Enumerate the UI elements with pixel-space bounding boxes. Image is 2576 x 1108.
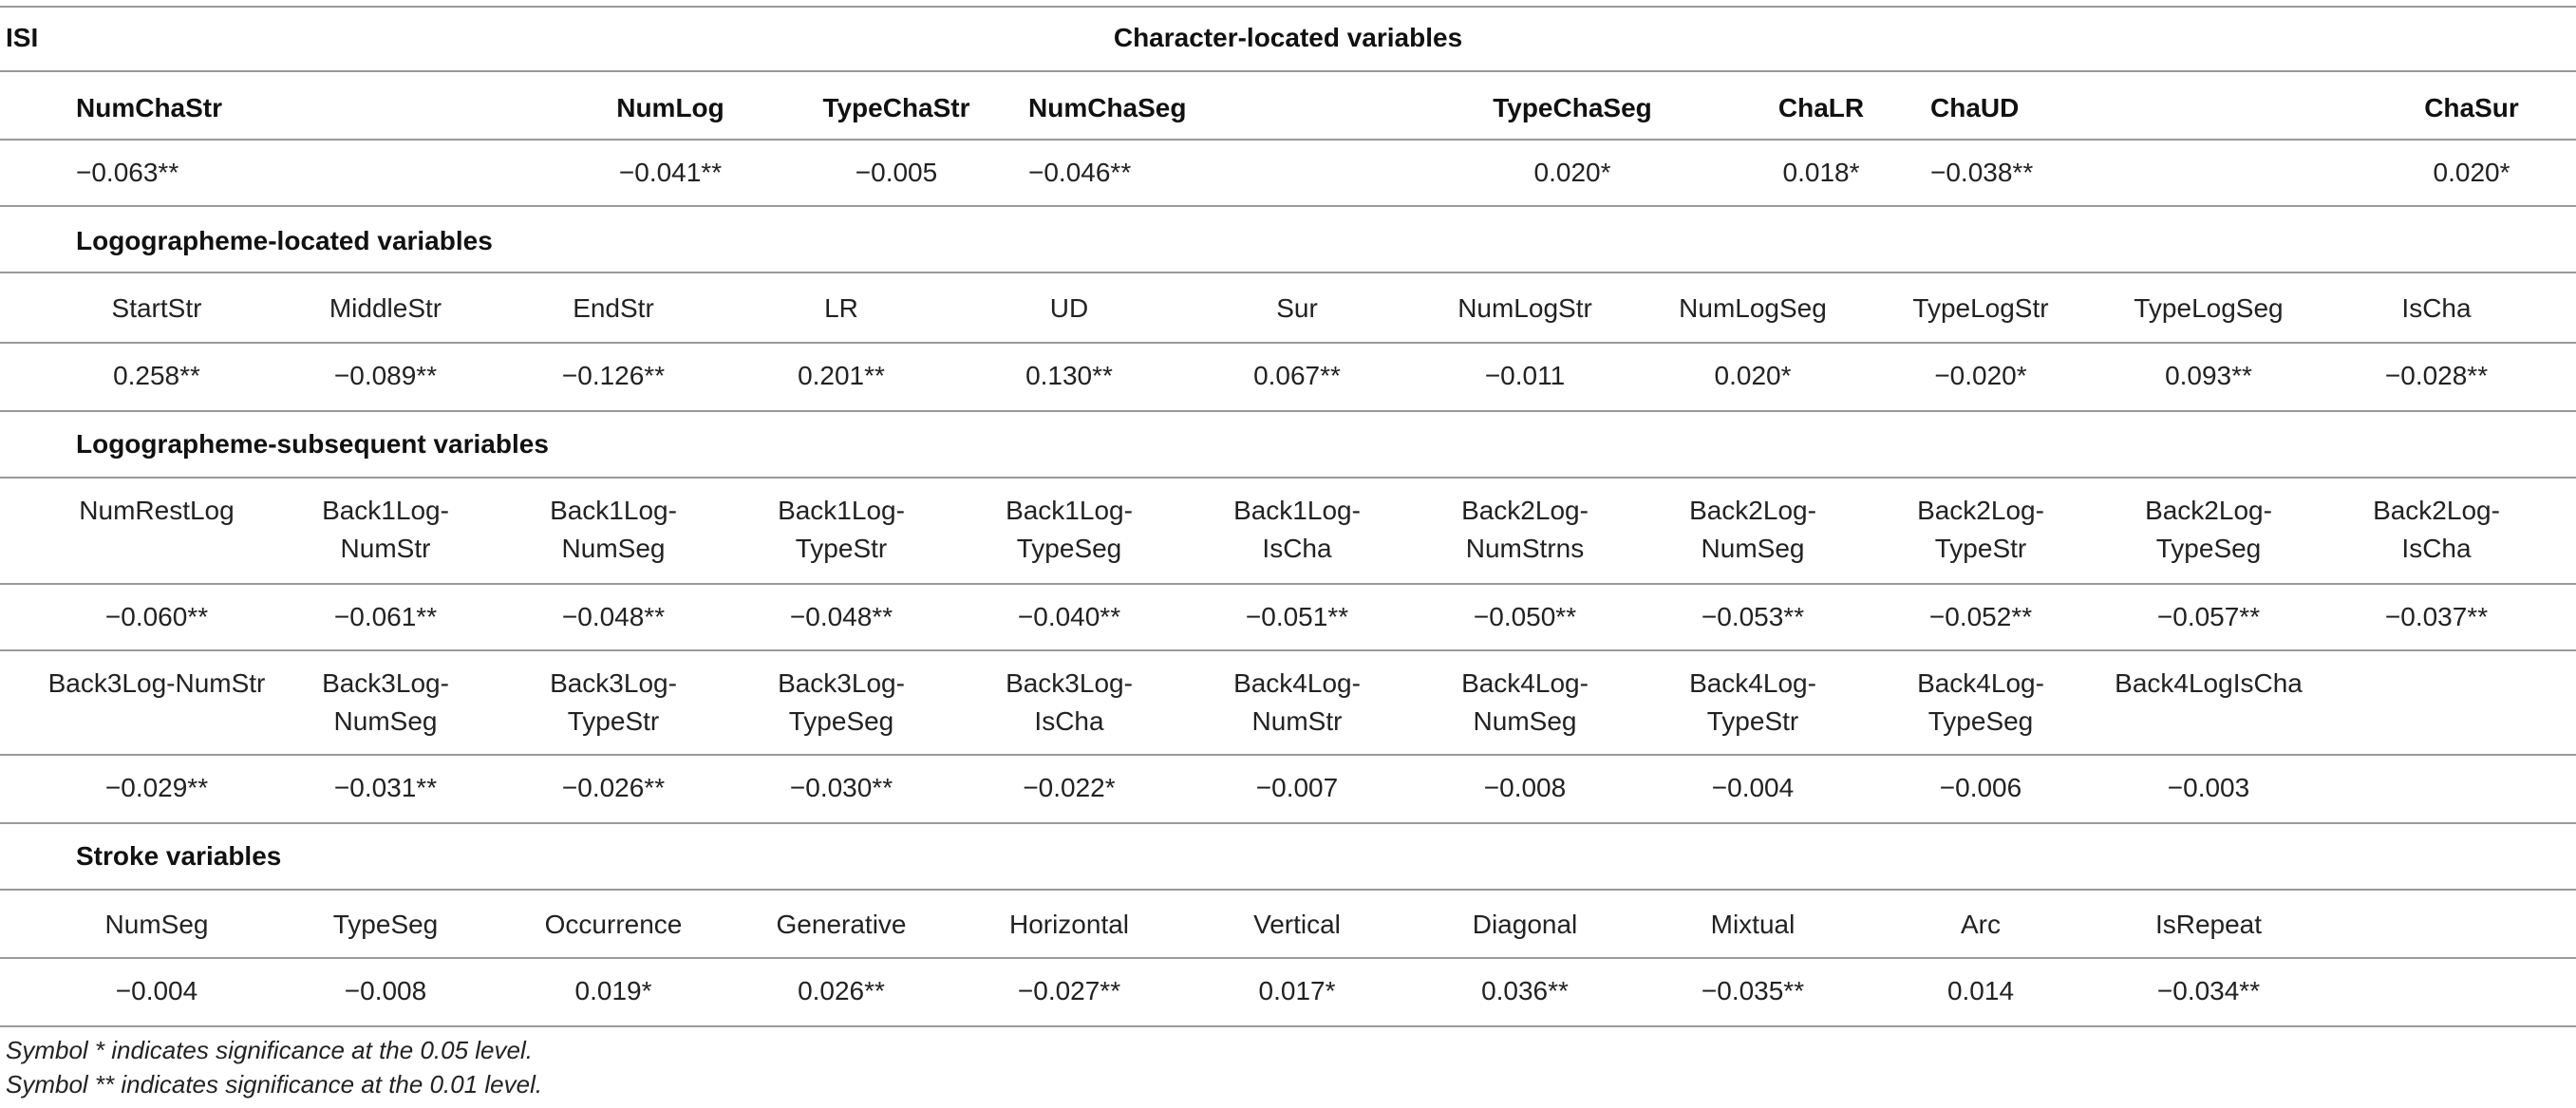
logographeme-header-cell: StartStr (111, 293, 202, 323)
logographeme-value-cell: −0.011 (1484, 361, 1566, 390)
stroke-header-cell: Horizontal (1008, 910, 1130, 939)
char-header-cell: ChaLR (1777, 93, 1865, 122)
logographeme-header-cell: Sur (1276, 293, 1318, 323)
char-header-cell: ChaSur (2424, 93, 2519, 122)
subsequent-header-cell: Back2Log- NumStrns (1461, 496, 1589, 563)
section-title-logographeme-subsequent: Logographeme-subsequent variables (76, 429, 549, 459)
table-rule (0, 889, 2576, 891)
subsequent-value-cell: −0.008 (1483, 773, 1567, 802)
logographeme-value-cell: −0.089** (333, 361, 438, 390)
table-title: Character-located variables (1113, 23, 1463, 52)
subsequent-header-cell: Back3Log- NumSeg (322, 668, 449, 736)
subsequent-header-cell: Back3Log- IsCha (1006, 668, 1133, 736)
table-rule (0, 70, 2576, 72)
subsequent-value-cell: −0.057** (2156, 602, 2261, 631)
subsequent-value-cell: −0.004 (1711, 773, 1795, 802)
char-value-cell: −0.038** (1930, 158, 2034, 187)
subsequent-header-cell: Back1Log- NumSeg (550, 496, 677, 563)
section-title-stroke: Stroke variables (76, 841, 282, 871)
table-rule (0, 649, 2576, 651)
subsequent-header-cell: Back3Log- TypeStr (550, 668, 677, 736)
stroke-value-cell: −0.035** (1701, 976, 1805, 1005)
corner-label: ISI (6, 23, 39, 52)
subsequent-value-cell: −0.051** (1245, 602, 1349, 631)
stroke-value-cell: 0.036** (1481, 976, 1569, 1005)
subsequent-value-cell: −0.007 (1255, 773, 1339, 802)
stroke-header-cell: Mixtual (1710, 910, 1796, 939)
stroke-value-cell: −0.034** (2156, 976, 2261, 1005)
subsequent-value-cell: −0.006 (1939, 773, 2022, 802)
char-header-cell: TypeChaStr (822, 93, 970, 122)
logographeme-value-cell: 0.020* (1714, 361, 1792, 390)
logographeme-value-cell: 0.201** (798, 361, 885, 390)
table-rule (0, 410, 2576, 412)
subsequent-value-cell: −0.040** (1017, 602, 1121, 631)
table-rule (0, 6, 2576, 8)
stroke-value-cell: 0.014 (1946, 976, 2015, 1005)
subsequent-header-cell: Back4Log- NumSeg (1461, 668, 1589, 736)
section-title-logographeme-located: Logographeme-located variables (76, 226, 493, 255)
logographeme-header-cell: MiddleStr (329, 293, 442, 323)
subsequent-value-cell: −0.026** (561, 773, 666, 802)
table-rule (0, 1025, 2576, 1027)
char-value-cell: −0.063** (76, 158, 179, 187)
stroke-header-cell: TypeSeg (332, 910, 439, 939)
subsequent-header-cell: Back2Log- TypeSeg (2145, 496, 2272, 563)
logographeme-header-cell: TypeLogStr (1912, 293, 2049, 323)
subsequent-header-cell: Back2Log- TypeStr (1917, 496, 2044, 563)
subsequent-value-cell: −0.048** (789, 602, 893, 631)
logographeme-value-cell: −0.028** (2384, 361, 2489, 390)
table-rule (0, 957, 2576, 959)
subsequent-header-cell: Back4LogIsCha (2115, 668, 2303, 698)
subsequent-value-cell: −0.061** (333, 602, 438, 631)
stroke-value-cell: 0.026** (798, 976, 885, 1005)
table-rule (0, 342, 2576, 344)
logographeme-value-cell: 0.130** (1025, 361, 1113, 390)
stroke-header-cell: Generative (776, 910, 907, 939)
subsequent-value-cell: −0.050** (1473, 602, 1577, 631)
char-header-cell: NumChaStr (76, 93, 223, 122)
logographeme-value-cell: −0.126** (561, 361, 666, 390)
logographeme-header-cell: NumLogStr (1457, 293, 1592, 323)
subsequent-value-cell: −0.053** (1701, 602, 1805, 631)
char-value-cell: −0.005 (855, 158, 938, 187)
subsequent-header-cell: Back2Log- IsCha (2373, 496, 2500, 563)
table-rule (0, 272, 2576, 273)
logographeme-value-cell: 0.067** (1253, 361, 1341, 390)
char-header-cell: ChaUD (1930, 93, 2020, 122)
subsequent-value-cell: −0.060** (104, 602, 209, 631)
stroke-value-cell: −0.027** (1017, 976, 1121, 1005)
table-rule (0, 477, 2576, 479)
subsequent-header-cell: Back4Log- NumStr (1233, 668, 1361, 736)
stroke-header-cell: IsRepeat (2154, 910, 2263, 939)
stroke-value-cell: 0.019* (574, 976, 652, 1005)
stroke-header-cell: Vertical (1253, 910, 1341, 939)
subsequent-header-cell: Back3Log-NumStr (47, 668, 266, 698)
subsequent-value-cell: −0.048** (561, 602, 666, 631)
subsequent-value-cell: −0.052** (1928, 602, 2033, 631)
char-value-cell: 0.018* (1782, 158, 1860, 187)
char-value-cell: 0.020* (2433, 158, 2510, 187)
stroke-header-cell: Occurrence (544, 910, 683, 939)
table-rule (0, 205, 2576, 207)
table-rule (0, 583, 2576, 585)
footnote-single-star: Symbol * indicates significance at the 0.05 level. (6, 1036, 533, 1064)
char-header-cell: NumChaSeg (1028, 93, 1187, 122)
subsequent-value-cell: −0.003 (2167, 773, 2250, 802)
subsequent-header-cell: Back3Log- TypeSeg (778, 668, 905, 736)
subsequent-value-cell: −0.030** (789, 773, 893, 802)
subsequent-header-cell: Back1Log- TypeStr (778, 496, 905, 563)
subsequent-value-cell: −0.022* (1023, 773, 1116, 802)
char-value-cell: −0.041** (618, 158, 723, 187)
table-rule (0, 139, 2576, 141)
char-value-cell: 0.020* (1533, 158, 1611, 187)
logographeme-value-cell: 0.258** (113, 361, 200, 390)
subsequent-value-cell: −0.031** (333, 773, 438, 802)
logographeme-value-cell: −0.020* (1934, 361, 2027, 390)
subsequent-value-cell: −0.037** (2384, 602, 2489, 631)
subsequent-header-cell: Back1Log- NumStr (322, 496, 449, 563)
subsequent-header-cell: Back4Log- TypeSeg (1917, 668, 2044, 736)
stroke-value-cell: 0.017* (1258, 976, 1336, 1005)
subsequent-value-cell: −0.029** (104, 773, 209, 802)
logographeme-header-cell: NumLogSeg (1679, 293, 1827, 323)
subsequent-header-cell: NumRestLog (79, 496, 235, 525)
footnote-double-star: Symbol ** indicates significance at the 0.01 level. (6, 1070, 543, 1099)
table-rule (0, 822, 2576, 824)
char-header-cell: TypeChaSeg (1493, 93, 1652, 122)
logographeme-header-cell: IsCha (2401, 293, 2472, 323)
logographeme-header-cell: UD (1049, 293, 1089, 323)
stroke-header-cell: Diagonal (1472, 910, 1578, 939)
subsequent-header-cell: Back1Log- IsCha (1233, 496, 1361, 563)
subsequent-header-cell: Back1Log- TypeSeg (1006, 496, 1133, 563)
logographeme-header-cell: EndStr (573, 293, 654, 323)
stroke-header-cell: Arc (1961, 910, 2001, 939)
logographeme-header-cell: LR (824, 293, 858, 323)
logographeme-value-cell: 0.093** (2165, 361, 2252, 390)
table-rule (0, 754, 2576, 756)
stroke-value-cell: −0.008 (344, 976, 427, 1005)
char-value-cell: −0.046** (1028, 158, 1132, 187)
logographeme-header-cell: TypeLogSeg (2134, 293, 2284, 323)
stroke-value-cell: −0.004 (115, 976, 198, 1005)
stroke-header-cell: NumSeg (104, 910, 209, 939)
subsequent-header-cell: Back4Log- TypeStr (1689, 668, 1816, 736)
subsequent-header-cell: Back2Log- NumSeg (1689, 496, 1816, 563)
char-header-cell: NumLog (616, 93, 724, 122)
